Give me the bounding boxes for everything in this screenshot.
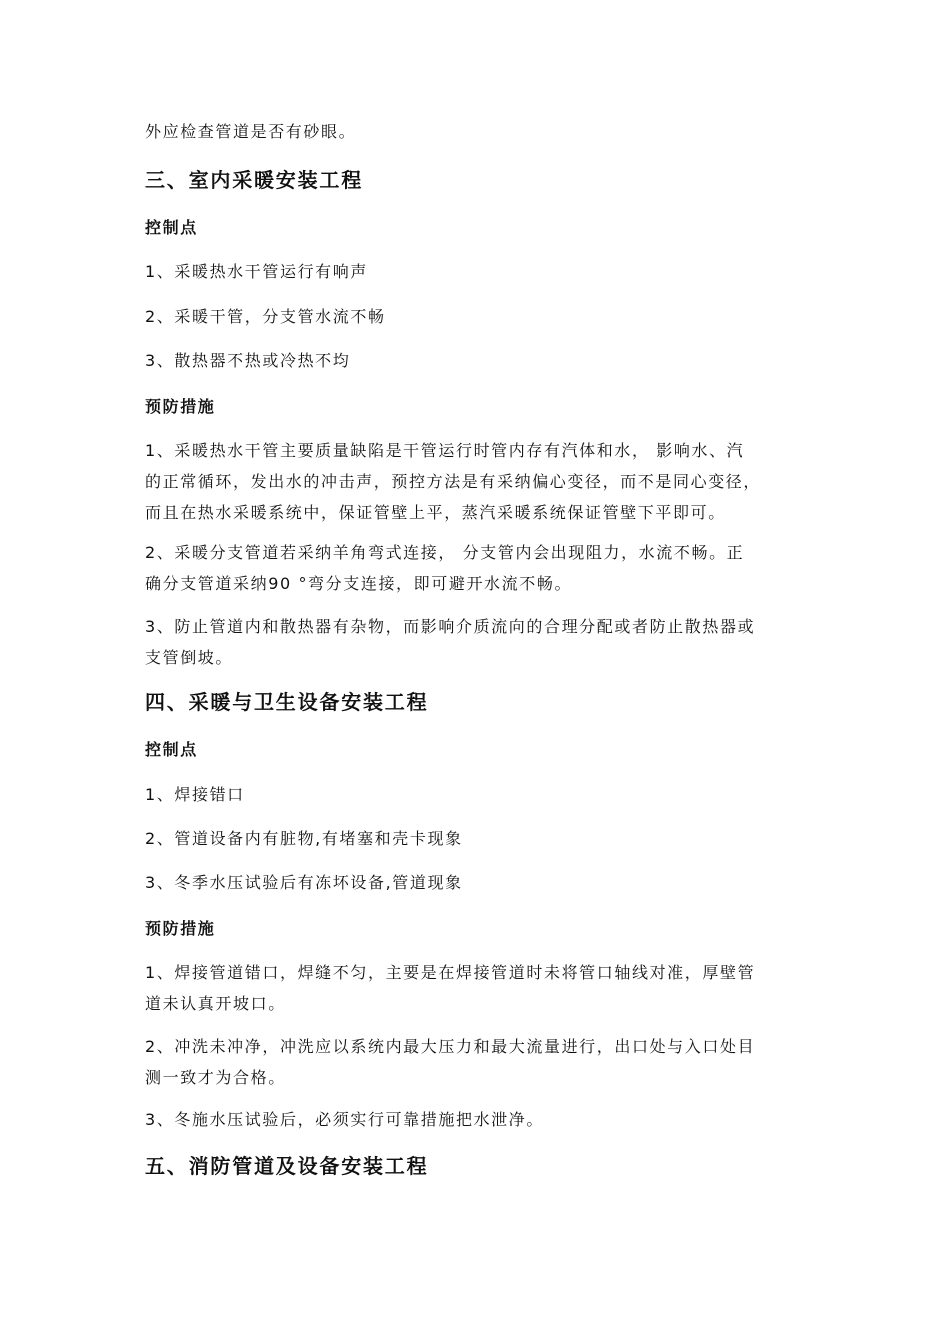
section-4-prevent-item-1 xyxy=(145,957,825,1019)
section-3-control-item-1: 1、采暖热水干管运行有响声 xyxy=(145,262,368,281)
section-4-control-item-2: 2、管道设备内有脏物,有堵塞和壳卡现象 xyxy=(145,829,463,848)
section-3-prevent-item-3 xyxy=(145,611,825,673)
text-line: 1、采暖热水干管主要质量缺陷是干管运行时管内存有汽体和水， 影响水、汽 xyxy=(145,441,745,460)
section-3-prevent-item-1 xyxy=(145,435,825,528)
section-3-title: 三、室内采暖安装工程 xyxy=(145,168,363,192)
text-line: 3、防止管道内和散热器有杂物，而影响介质流向的合理分配或者防止散热器或 xyxy=(145,617,756,636)
text-line: 而且在热水采暖系统中，保证管壁上平，蒸汽采暖系统保证管壁下平即可。 xyxy=(145,503,726,522)
text-line: 测一致才为合格。 xyxy=(145,1068,286,1087)
section-4-prevent-heading: 预防措施 xyxy=(145,919,216,938)
section-3-prevent-heading: 预防措施 xyxy=(145,397,216,416)
text-line: 支管倒坡。 xyxy=(145,648,234,667)
section-5-title: 五、消防管道及设备安装工程 xyxy=(145,1154,429,1178)
text-line: 道未认真开坡口。 xyxy=(145,994,286,1013)
section-3-control-item-3: 3、散热器不热或冷热不均 xyxy=(145,351,351,370)
section-4-prevent-item-3: 3、冬施水压试验后，必须实行可靠措施把水泄净。 xyxy=(145,1110,544,1129)
text-line: 1、焊接管道错口，焊缝不匀，主要是在焊接管道时未将管口轴线对准，厚壁管 xyxy=(145,963,756,982)
text-line: 确分支管道采纳90 °弯分支连接，即可避开水流不畅。 xyxy=(145,574,573,593)
section-4-prevent-item-2 xyxy=(145,1031,825,1093)
section-3-control-heading: 控制点 xyxy=(145,218,198,237)
paragraph-intro-tail: 外应检查管道是否有砂眼。 xyxy=(145,122,357,141)
section-4-control-item-3: 3、冬季水压试验后有冻坏设备,管道现象 xyxy=(145,873,463,892)
section-4-title: 四、采暖与卫生设备安装工程 xyxy=(145,690,429,714)
section-3-prevent-item-2 xyxy=(145,537,825,599)
text-line: 2、采暖分支管道若采纳羊角弯式连接， 分支管内会出现阻力，水流不畅。正 xyxy=(145,543,745,562)
text-line: 2、冲洗未冲净，冲洗应以系统内最大压力和最大流量进行，出口处与入口处目 xyxy=(145,1037,756,1056)
text-line: 的正常循环，发出水的冲击声，预控方法是有采纳偏心变径，而不是同心变径， xyxy=(145,472,762,491)
section-4-control-item-1: 1、焊接错口 xyxy=(145,785,245,804)
section-4-control-heading: 控制点 xyxy=(145,740,198,759)
section-3-control-item-2: 2、采暖干管，分支管水流不畅 xyxy=(145,307,386,326)
